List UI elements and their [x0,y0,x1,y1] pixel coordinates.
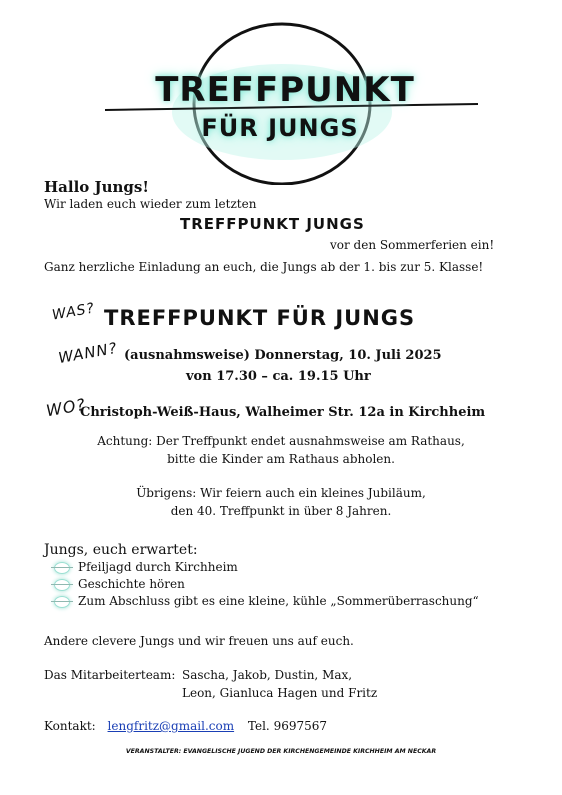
intro-line-2: vor den Sommerferien ein! [330,238,495,252]
team-line-2: Leon, Gianluca Hagen und Fritz [182,686,378,700]
closing-text: Andere clevere Jungs und wir freuen uns auf euch. [44,634,354,648]
was-tag: WAS? [50,300,97,324]
intro-line-1: Wir laden euch wieder zum letzten [44,197,257,211]
program-list [54,560,479,611]
email-link[interactable]: lengfritz@gmail.com [107,719,235,733]
list-item [54,560,479,577]
logo-title: TREFFPUNKT [155,70,415,110]
notice-line-1: Achtung: Der Treffpunkt endet ausnahmsweise am Rathaus, [97,434,465,448]
jubilee-line-1: Übrigens: Wir feiern auch ein kleines Jubiläum, [136,486,426,500]
wo-tag: WO? [44,394,88,421]
wann-line-1: (ausnahmsweise) Donnerstag, 10. Juli 2025 [124,348,442,363]
program-item-2: Geschichte hören [78,577,185,591]
contact [44,719,327,733]
team-label: Das Mitarbeiterteam: [44,668,176,682]
wo-value: Christoph-Weiß-Haus, Walheimer Str. 12a in Kirchheim [80,405,486,420]
notice-line-2: bitte die Kinder am Rathaus abholen. [167,452,395,466]
intro-event-name: TREFFPUNKT JUNGS [180,215,365,233]
list-item [54,577,479,594]
program-item-3: Zum Abschluss gibt es eine kleine, kühle „Sommerüberraschung“ [78,594,479,608]
greeting: Hallo Jungs! [44,178,149,196]
program-heading: Jungs, euch erwartet: [44,542,198,558]
was-value: TREFFPUNKT FÜR JUNGS [104,306,416,330]
program-item-1: Pfeiljagd durch Kirchheim [78,560,238,574]
contact-phone: Tel. 9697567 [247,719,328,733]
wann-tag: WANN? [56,338,119,368]
leaf-bullet-icon [54,596,70,608]
list-item [54,594,479,611]
wann-line-2: von 17.30 – ca. 19.15 Uhr [186,369,371,384]
leaf-bullet-icon [54,562,70,574]
intro-line-3: Ganz herzliche Einladung an euch, die Jungs ab der 1. bis zur 5. Klasse! [44,260,484,274]
logo-subtitle: FÜR JUNGS [201,114,359,142]
footer-organizer: VERANSTALTER: EVANGELISCHE JUGEND DER KIRCHENGEMEINDE KIRCHHEIM AM NECKAR [125,748,437,755]
jubilee-line-2: den 40. Treffpunkt in über 8 Jahren. [170,504,392,518]
contact-label: Kontakt: [44,719,96,733]
logo [0,0,562,185]
team-line-1: Sascha, Jakob, Dustin, Max, [182,668,353,682]
leaf-bullet-icon [54,579,70,591]
